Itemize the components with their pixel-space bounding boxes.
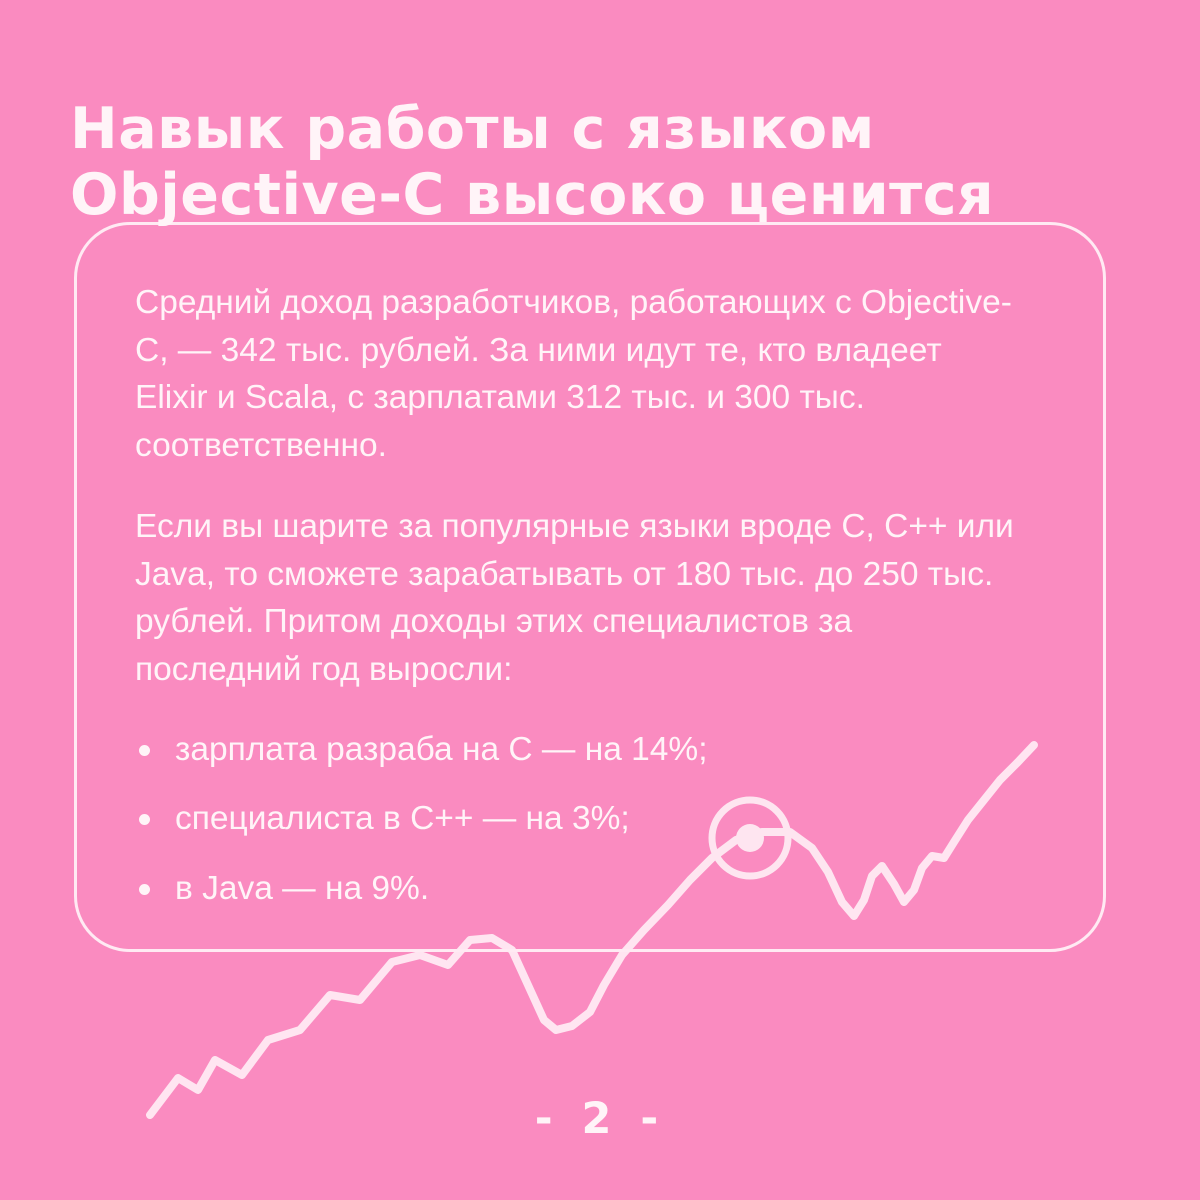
page-number: - 2 - bbox=[534, 1094, 666, 1144]
paragraph-income-summary: Средний доход разработчиков, работающих с Objective-C, — 342 тыс. рублей. За ними идут те, кто владеет Elixir и Scala, с зарплатами 312 тыс. и 300 тыс. соответственно. bbox=[135, 284, 1012, 464]
page-title-line-1: Навык работы с языком bbox=[70, 96, 875, 163]
list-item-label: в Java — на 9%. bbox=[175, 869, 430, 907]
content-card bbox=[74, 222, 1106, 952]
growth-list bbox=[135, 728, 1055, 911]
list-item bbox=[135, 797, 1055, 841]
list-item bbox=[135, 867, 1055, 911]
list-item-label: зарплата разраба на C — на 14%; bbox=[175, 730, 708, 768]
bullet-dot-icon bbox=[139, 814, 150, 825]
content-card-body bbox=[135, 279, 1055, 936]
list-item bbox=[135, 728, 1055, 772]
page-title-line-2: Objective-C высоко ценится bbox=[70, 162, 995, 229]
bullet-dot-icon bbox=[139, 745, 150, 756]
paragraph-popular-languages: Если вы шарите за популярные языки вроде C, C++ или Java, то сможете зарабатывать от 180 тыс. до 250 тыс. рублей. Притом доходы этих специалистов за последний год выросли: bbox=[135, 508, 1014, 688]
list-item-label: специалиста в C++ — на 3%; bbox=[175, 800, 630, 838]
page-title bbox=[70, 96, 1140, 228]
bullet-dot-icon bbox=[139, 884, 150, 895]
